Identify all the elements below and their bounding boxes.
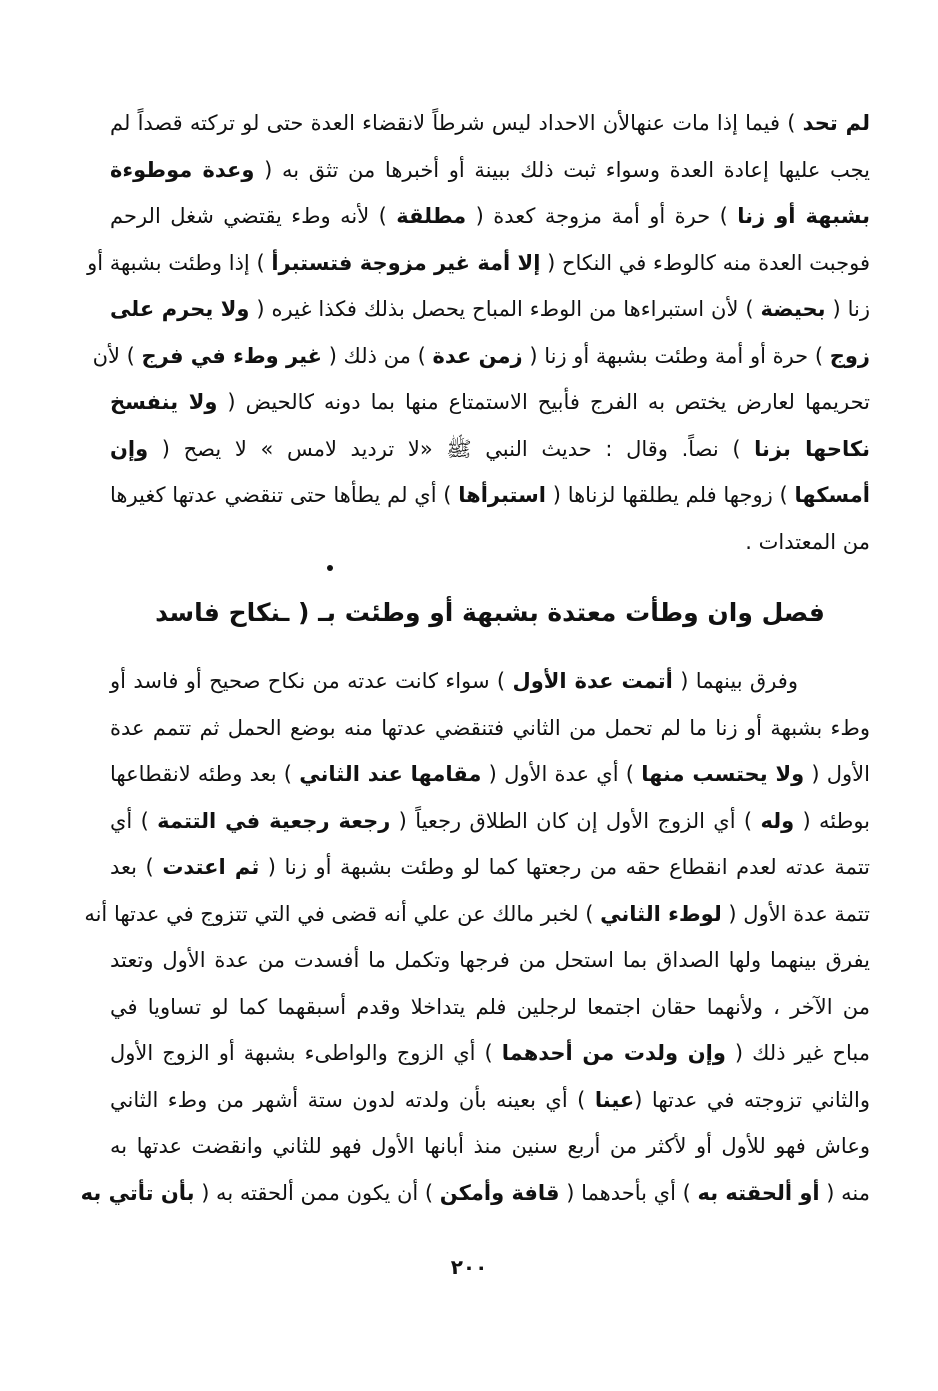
text-segment: فوجبت العدة منه كالوطء في النكاح ( <box>540 250 870 275</box>
bold-text: وإن <box>110 436 149 461</box>
text-line <box>110 984 870 1031</box>
text-segment: ) إذا وطئت بشبهة أو <box>87 250 272 275</box>
text-line <box>110 798 870 845</box>
text-line <box>110 286 870 333</box>
bold-text: مطلقة <box>396 204 467 228</box>
text-line <box>110 658 870 705</box>
text-segment: ) فيما إذا مات عنهالأن الاحداد ليس شرطاً لانقضاء العدة حتى لو تركته قصداً لم <box>110 111 803 135</box>
text-segment: الأول ( <box>804 762 870 786</box>
text-segment: ) بعد وطئه لانقطاعها <box>110 762 300 786</box>
text-segment: ) أي بعينه بأن ولدته لدون ستة أشهر من وطء الثاني <box>110 1087 595 1112</box>
bold-text: غير وطء في فرج <box>141 343 323 368</box>
bold-text: أمسكها <box>794 483 870 507</box>
text-segment: من الآخر ، ولأنهما حقان اجتمعا لرجلين فلم يتداخلا وقدم أسبقهما كما لو تساويا في <box>110 994 870 1019</box>
bold-text: إلا أمة غير مزوجة فتستبرأ <box>271 250 541 275</box>
text-segment: ) لأنه وطء يقتضي شغل الرحم <box>110 204 397 228</box>
text-segment: ) حرة أو أمة مزوجة كعدة ( <box>466 204 738 228</box>
text-segment: مباح غير ذلك ( <box>725 1041 870 1065</box>
bold-text: بشبهة أو زنا <box>737 204 870 228</box>
text-line <box>110 705 870 752</box>
text-segment: ) سواء كانت عدته من نكاح صحيح أو فاسد أو <box>110 669 513 693</box>
text-segment: منه ( <box>819 1180 870 1205</box>
bold-text: قافة وأمكن <box>439 1180 560 1205</box>
page-number: ٢٠٠ <box>450 1255 488 1279</box>
text-line <box>92 333 870 380</box>
bold-text: بحيضة <box>760 297 826 321</box>
text-line <box>110 379 870 426</box>
bold-text: نكاحها بزنا <box>754 436 870 461</box>
bold-text: أتمت عدة الأول <box>512 669 673 693</box>
text-segment: ) لخبر مالك عن علي أنه قضى في التي تتزوج في عدتها أنه <box>84 901 601 926</box>
text-segment: ) أي لم يطأها حتى تنقضي عدتها كغيرها <box>110 483 459 507</box>
text-line <box>110 100 870 147</box>
text-line <box>110 1077 870 1124</box>
text-segment: ) نصاً. وقال : حديث النبي ﷺ «لا ترديد لامس » لا يصح ( <box>148 436 755 461</box>
text-segment: ) أي عدة الأول ( <box>481 762 642 786</box>
text-line <box>87 240 870 287</box>
text-segment: والثاني تزوجته في عدتها ( <box>634 1087 870 1112</box>
ornament-dot <box>327 565 333 571</box>
bold-text: ولا يحتسب منها <box>641 762 805 786</box>
text-line <box>110 937 870 984</box>
paragraph-2 <box>80 658 871 1216</box>
text-line <box>110 472 870 519</box>
text-segment: ) أي الزوج والواطىء بشبهة أو الزوج الأول <box>110 1041 502 1065</box>
bold-text: زوج <box>829 343 870 368</box>
bold-text: رجعة رجعية في التتمة <box>157 808 391 833</box>
bold-text: وعدة موطوءة <box>110 157 255 182</box>
text-segment: ) أي بأحدهما ( <box>559 1180 698 1205</box>
text-line <box>110 1123 870 1170</box>
text-line <box>110 751 870 798</box>
bold-text: ولا يحرم على <box>110 297 250 321</box>
text-segment: تتمة عدة الأول ( <box>721 901 870 926</box>
text-line <box>110 426 870 473</box>
text-segment: ) لأن <box>92 343 142 368</box>
text-segment: تتمة عدته لعدم انقطاع حقه من رجعتها كما لو وطئت بشبهة أو زنا ( <box>259 855 871 879</box>
bold-text: ثم اعتدت <box>162 855 260 879</box>
text-segment: ) من ذلك ( <box>322 343 433 368</box>
text-line <box>110 1030 870 1077</box>
text-segment: تحريمها لعارض يختص به الفرج فأبيح الاستمتاع منها بما دونه كالحيض ( <box>217 390 870 414</box>
text-segment: ) أي الزوج الأول إن كان الطلاق رجعياً ( <box>390 808 761 833</box>
bold-text: وله <box>760 808 795 833</box>
text-segment: وعاش فهو للأول أو لأكثر من أربع سنين منذ أبانها الأول فهو للثاني وانقضت عدتها به <box>110 1134 870 1158</box>
bold-text: ولا ينفسخ <box>110 390 218 414</box>
bold-text: استبرأها <box>458 483 546 507</box>
text-segment: ) زوجها فلم يطلقها لزناها ( <box>545 483 795 507</box>
text-segment: بوطئه ( <box>794 808 871 833</box>
text-segment: وطء بشبهة أو زنا ما لم تحمل من الثاني فتنقضي عدتها منه بوضع الحمل ثم تتمم عدة <box>110 715 870 740</box>
bold-text: مقامها عند الثاني <box>299 762 482 786</box>
text-segment: يجب عليها إعادة العدة وسواء ثبت ذلك ببينة أو أخبرها من تثق به ( <box>254 157 871 182</box>
bold-text: زمن عدة <box>432 343 523 368</box>
text-line <box>80 1170 870 1217</box>
section-heading: فصل وان وطأت معتدة بشبهة أو وطئت بـ ( ـنكاح فاسد <box>155 598 825 627</box>
text-segment: ) حرة أو أمة وطئت بشبهة أو زنا ( <box>522 343 830 368</box>
text-line <box>110 193 870 240</box>
bold-text: لوطء الثاني <box>600 901 722 926</box>
text-segment: من المعتدات . <box>745 529 870 554</box>
text-segment: ) بعد <box>110 855 163 879</box>
text-segment: ) أن يكون ممن ألحقته به ( <box>194 1180 440 1205</box>
text-segment: زنا ( <box>825 297 871 321</box>
text-line <box>110 519 870 566</box>
bold-text: أو ألحقته به <box>697 1180 820 1205</box>
text-segment: وفرق بينهما ( <box>672 669 798 693</box>
bold-text: عينا <box>594 1087 635 1112</box>
text-segment: ) لأن استبراءها من الوطء المباح يحصل بذلك فكذا غيره ( <box>249 297 761 321</box>
bold-text: بأن تأتي به <box>80 1180 195 1205</box>
text-line <box>110 147 870 194</box>
paragraph-1 <box>87 100 871 565</box>
bold-text: وإن ولدت من أحدهما <box>501 1041 726 1065</box>
text-line <box>84 891 870 938</box>
bold-text: لم تحد <box>802 111 870 135</box>
text-segment: يفرق بينهما ولها الصداق بما استحل من فرجها وتكمل ما أفسدت من عدة الأول وتعتد <box>110 948 870 972</box>
text-segment: ) أي <box>110 808 158 833</box>
text-line <box>110 844 870 891</box>
